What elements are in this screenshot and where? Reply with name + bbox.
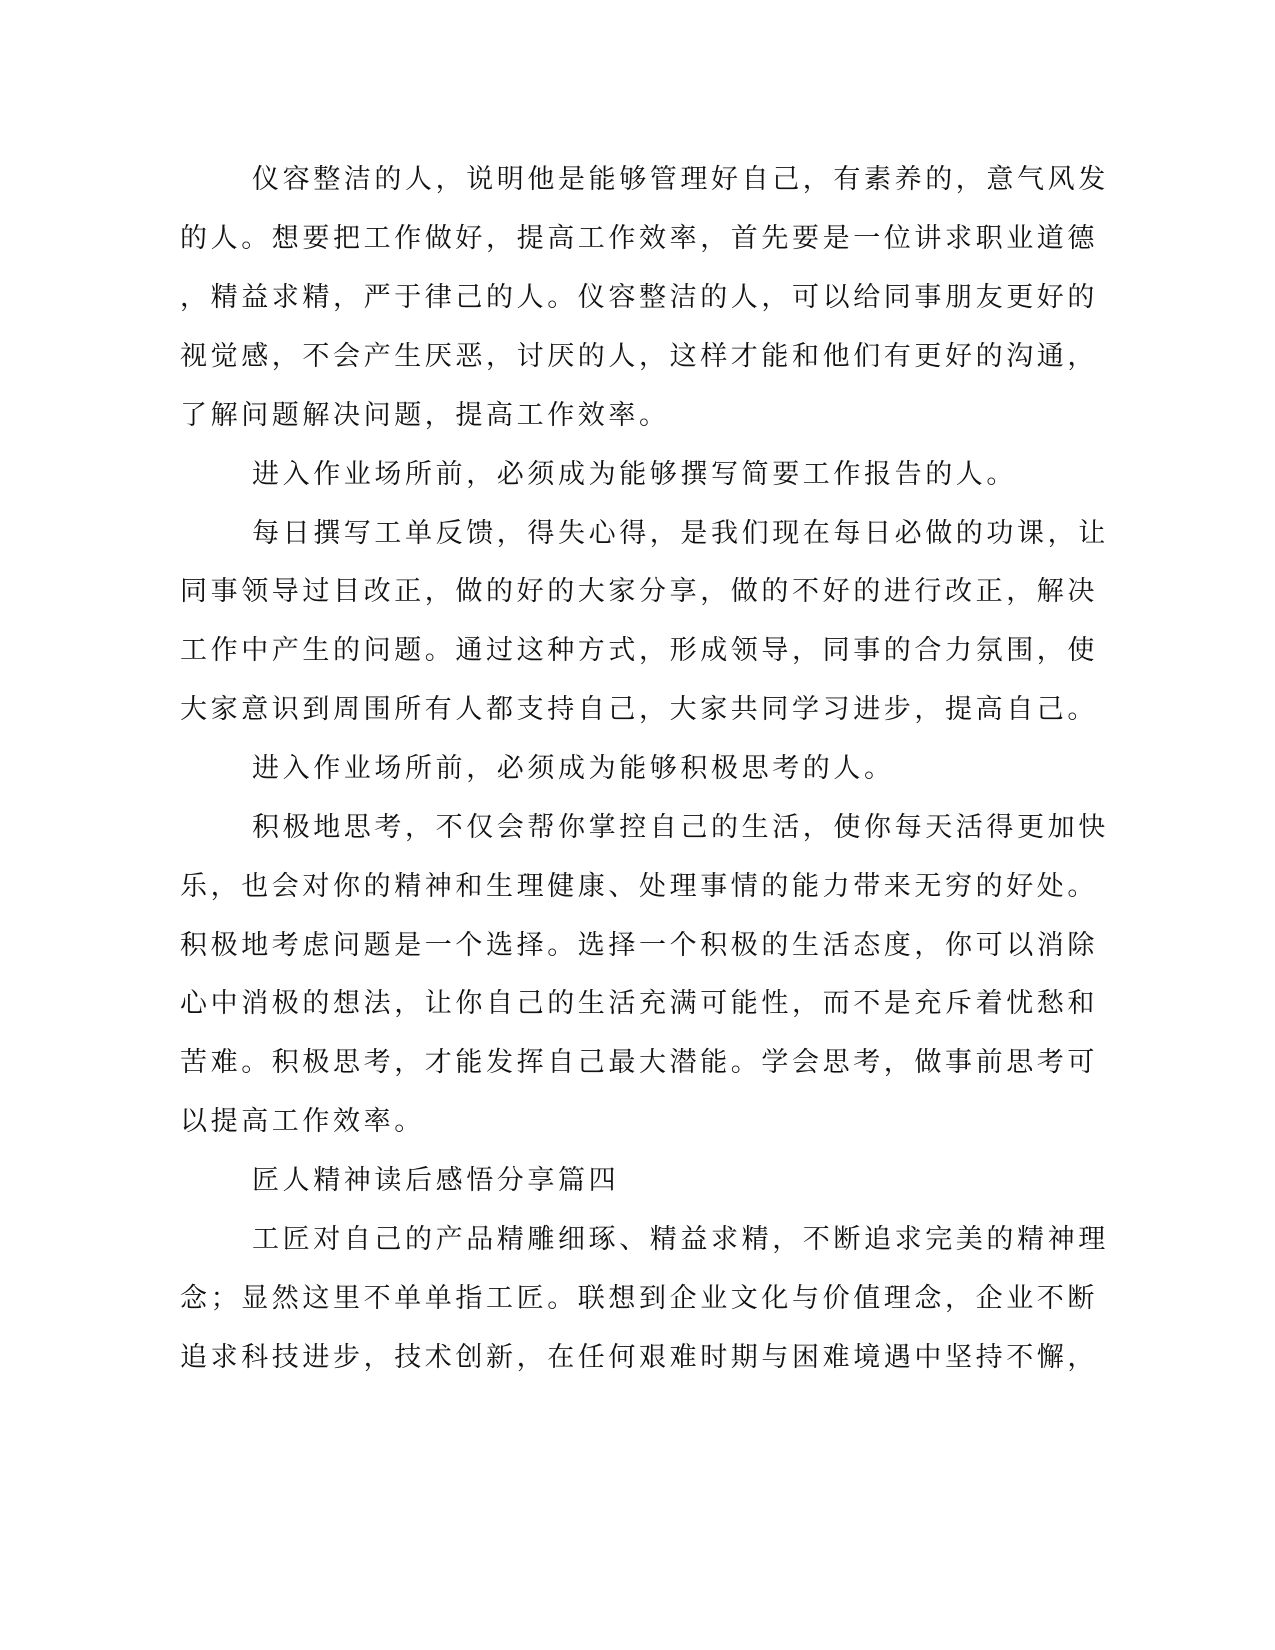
text-line: 以提高工作效率。 — [180, 1106, 425, 1137]
section-heading: 匠人精神读后感悟分享篇四 — [252, 1165, 620, 1196]
text-line: 同事领导过目改正，做的好的大家分享，做的不好的进行改正，解决 — [180, 576, 1098, 607]
text-line: 每日撰写工单反馈，得失心得，是我们现在每日必做的功课，让 — [252, 518, 1109, 549]
text-line: 念；显然这里不单单指工匠。联想到企业文化与价值理念，企业不断 — [180, 1283, 1098, 1314]
text-line: 工匠对自己的产品精雕细琢、精益求精，不断追求完美的精神理 — [252, 1224, 1109, 1255]
text-line: 大家意识到周围所有人都支持自己，大家共同学习进步，提高自己。 — [180, 694, 1098, 725]
text-line: 苦难。积极思考，才能发挥自己最大潜能。学会思考，做事前思考可 — [180, 1047, 1098, 1078]
text-line: 工作中产生的问题。通过这种方式，形成领导，同事的合力氛围，使 — [180, 635, 1098, 666]
text-line: 积极地考虑问题是一个选择。选择一个积极的生活态度，你可以消除 — [180, 930, 1098, 961]
text-line: 的人。想要把工作做好，提高工作效率，首先要是一位讲求职业道德 — [180, 223, 1098, 254]
text-line: 乐，也会对你的精神和生理健康、处理事情的能力带来无穷的好处。 — [180, 871, 1098, 902]
text-line: 了解问题解决问题，提高工作效率。 — [180, 400, 670, 431]
text-line: 进入作业场所前，必须成为能够积极思考的人。 — [252, 753, 895, 784]
text-line: ，精益求精，严于律己的人。仪容整洁的人，可以给同事朋友更好的 — [180, 282, 1098, 313]
text-line: 追求科技进步，技术创新，在任何艰难时期与困难境遇中坚持不懈， — [180, 1342, 1098, 1373]
text-line: 视觉感，不会产生厌恶，讨厌的人，这样才能和他们有更好的沟通， — [180, 341, 1098, 372]
text-line: 仪容整洁的人，说明他是能够管理好自己，有素养的，意气风发 — [252, 164, 1109, 195]
text-line: 心中消极的想法，让你自己的生活充满可能性，而不是充斥着忧愁和 — [180, 988, 1098, 1019]
text-line: 进入作业场所前，必须成为能够撰写简要工作报告的人。 — [252, 459, 1017, 490]
text-line: 积极地思考，不仅会帮你掌控自己的生活，使你每天活得更加快 — [252, 812, 1109, 843]
